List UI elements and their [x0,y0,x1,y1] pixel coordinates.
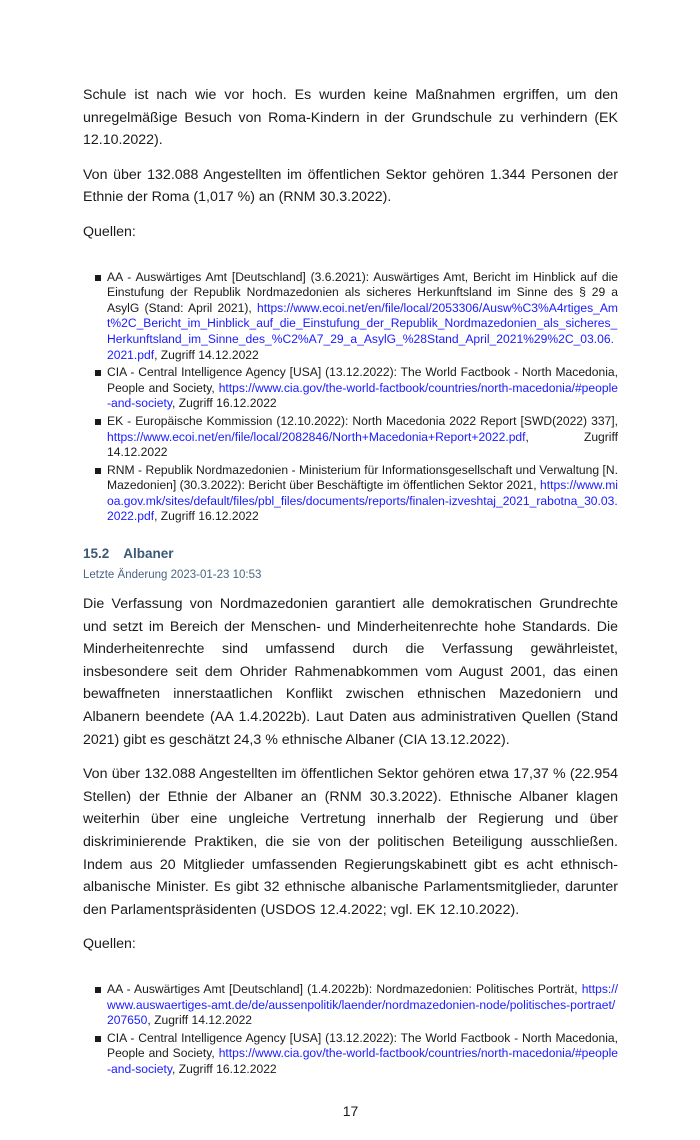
sources-list [95,270,618,526]
list-item [95,414,618,461]
ref-link[interactable]: https://www.cia.gov/the-world-factbook/countries/north-macedonia/#people-and-society [107,380,618,411]
ref-text: RNM - Republik Nordmazedonien - Ministerium für Informationsgesellschaft und Verwaltung [N. Mazedonien] (30.3.2022): Bericht über Beschäftigte im öffentlichen Sektor 2021, [107,462,618,493]
list-item [95,270,618,364]
ref-access: , Zugriff 14.12.2022 [107,429,618,460]
list-item [95,1031,618,1078]
ref-text: CIA - Central Intelligence Agency [USA] (13.12.2022): The World Factbook - North Macedonia, People and Society, [107,365,618,395]
page-number: 17 [342,1102,359,1119]
list-item [95,982,618,1029]
bullet-icon [95,1036,101,1042]
ref-link[interactable]: https://www.auswaertiges-amt.de/de/aussenpolitik/laender/nordmazedonien-node/politisches-portraet/207650 [107,981,618,1028]
paragraph: Von über 132.088 Angestellten im öffentlichen Sektor gehören 1.344 Personen der Ethnie der Roma (1,017 %) an (RNM 30.3.2022). [83,166,618,206]
section-number: 15.2 [83,546,110,562]
bullet-icon [95,468,101,474]
sources-label: Quellen: [83,936,136,953]
ref-link[interactable]: https://www.ecoi.net/en/file/local/2053306/Ausw%C3%A4rtiges_Amt%2C_Bericht_im_Hinblick_auf_die_Einstufung_der_Republik_Nordmazedonien_als_sicheres_Herkunftsland_im_Sinne_des_%C2%A7_29_a_AsylG_%28Stand_April_2021%29%2C_03.06.2021.pdf [107,300,618,362]
bullet-icon [95,419,101,425]
ref-text: CIA - Central Intelligence Agency [USA] (13.12.2022): The World Factbook - North Macedonia, People and Society, [107,1030,618,1061]
ref-link[interactable]: https://www.cia.gov/the-world-factbook/countries/north-macedonia/#people-and-society [107,1046,618,1076]
ref-access: , Zugriff 16.12.2022 [154,509,259,524]
ref-text: AA - Auswärtiges Amt [Deutschland] (1.4.2022b): Nordmazedonien: Politisches Porträt, [107,981,582,996]
ref-access: , Zugriff 14.12.2022 [154,347,259,362]
bullet-icon [95,275,101,281]
paragraph: Schule ist nach wie vor hoch. Es wurden keine Maßnahmen ergriffen, um den unregelmäßige Besuch von Roma-Kindern in der Grundschule zu verhindern (EK 12.10.2022). [83,87,618,149]
sources-list [95,982,618,1078]
section-heading [83,545,618,563]
paragraph: Von über 132.088 Angestellten im öffentlichen Sektor gehören etwa 17,37 % (22.954 Stellen) der Ethnie der Albaner an (RNM 30.3.2022). Ethnische Albaner klagen weiterhin über eine ungleiche Vertretung innerhalb der Regierung und über diskriminierende Praktiken, die sie von der politischen Beteiligung ausschließen. Indem aus 20 Mitglieder umfassenden Regierungskabinett gibt es acht ethnisch-albanische Minister. Es gibt 32 ethnische albanische Parlamentsmitglieder, darunter den Parlamentspräsidenten (USDOS 12.4.2022; vgl. EK 12.10.2022). [83,766,618,918]
ref-link[interactable]: https://www.mioa.gov.mk/sites/default/files/pbl_files/documents/reports/finalen-izveshtaj_2021_rabotna_30.03.2022.pdf [107,478,618,524]
last-changed: Letzte Änderung 2023-01-23 10:53 [83,569,262,582]
ref-text: EK - Europäische Kommission (12.10.2022): North Macedonia 2022 Report [SWD(2022) 337], [107,413,618,428]
bullet-icon [95,370,101,376]
ref-access: , Zugriff 16.12.2022 [171,396,277,411]
ref-access: , Zugriff 16.12.2022 [171,1061,277,1076]
section-title: Albaner [123,546,174,562]
list-item [95,365,618,412]
paragraph: Die Verfassung von Nordmazedonien garantiert alle demokratischen Grundrechte und setzt im Bereich der Menschen- und Minderheitenrechte hohe Standards. Die Minderheitenrechte sind umfassend durch die Verfassung gewährleistet, insbesondere seit dem Ohrider Rahmenabkommen vom August 2001, das einen bewaffneten innerstaatlichen Konflikt zwischen ethnischen Mazedoniern und Albanern beendete (AA 1.4.2022b). Laut Daten aus administrativen Quellen (Stand 2021) gibt es geschätzt 24,3 % ethnische Albaner (CIA 13.12.2022). [83,596,618,748]
ref-access: , Zugriff 14.12.2022 [147,1013,253,1028]
ref-link[interactable]: https://www.ecoi.net/en/file/local/2082846/North+Macedonia+Report+2022.pdf [107,429,526,444]
list-item [95,463,618,525]
ref-text: AA - Auswärtiges Amt [Deutschland] (3.6.2021): Auswärtiges Amt, Bericht im Hinblick auf die Einstufung der Republik Nordmazedonien als sicheres Herkunftsland im Sinne des § 29 a AsylG (Stand: April 2021), [107,269,618,315]
sources-label: Quellen: [83,223,136,240]
